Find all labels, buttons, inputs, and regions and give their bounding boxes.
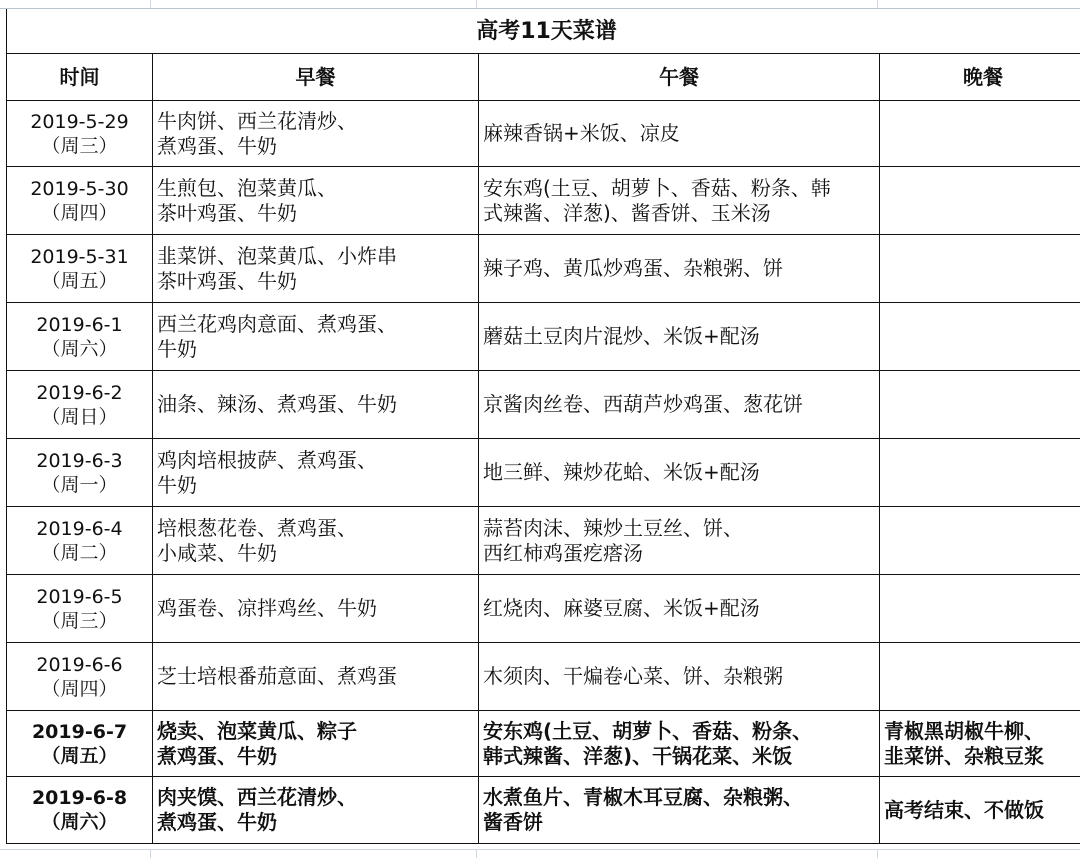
table-row xyxy=(7,235,1080,303)
lunch-line: 安东鸡(土豆、胡萝卜、香菇、粉条、韩 xyxy=(483,176,875,201)
table-row xyxy=(7,643,1080,711)
lunch-line: 式辣酱、洋葱)、酱香饼、玉米汤 xyxy=(483,201,875,226)
weekday-text: （周六） xyxy=(11,337,148,361)
header-dinner[interactable]: 晚餐 xyxy=(880,54,1080,101)
date-cell[interactable] xyxy=(7,711,153,777)
dinner-cell[interactable] xyxy=(880,711,1080,777)
weekday-text: （周五） xyxy=(11,269,148,293)
breakfast-cell[interactable] xyxy=(153,439,479,507)
breakfast-cell[interactable] xyxy=(153,643,479,711)
column-header-strip xyxy=(0,0,1080,9)
lunch-cell[interactable] xyxy=(479,643,880,711)
breakfast-cell[interactable] xyxy=(153,303,479,371)
lunch-cell[interactable] xyxy=(479,101,880,167)
lunch-cell[interactable] xyxy=(479,507,880,575)
lunch-cell[interactable] xyxy=(479,167,880,235)
dinner-cell[interactable] xyxy=(880,507,1080,575)
lunch-line: 京酱肉丝卷、西葫芦炒鸡蛋、葱花饼 xyxy=(483,392,875,417)
lunch-line: 辣子鸡、黄瓜炒鸡蛋、杂粮粥、饼 xyxy=(483,256,875,281)
date-text: 2019-6-8 xyxy=(11,786,148,810)
table-row xyxy=(7,777,1080,844)
breakfast-line: 煮鸡蛋、牛奶 xyxy=(157,744,474,769)
lunch-cell[interactable] xyxy=(479,235,880,303)
lunch-line: 蘑菇土豆肉片混炒、米饭+配汤 xyxy=(483,324,875,349)
date-text: 2019-5-30 xyxy=(11,177,148,201)
table-row xyxy=(7,371,1080,439)
table-row xyxy=(7,507,1080,575)
breakfast-line: 肉夹馍、西兰花清炒、 xyxy=(157,785,474,810)
date-cell[interactable] xyxy=(7,303,153,371)
weekday-text: （周一） xyxy=(11,473,148,497)
breakfast-line: 韭菜饼、泡菜黄瓜、小炸串 xyxy=(157,244,474,269)
date-text: 2019-6-7 xyxy=(11,720,148,744)
breakfast-line: 西兰花鸡肉意面、煮鸡蛋、 xyxy=(157,312,474,337)
lunch-line: 水煮鱼片、青椒木耳豆腐、杂粮粥、 xyxy=(483,785,875,810)
date-text: 2019-5-31 xyxy=(11,245,148,269)
weekday-text: （周五） xyxy=(11,744,148,768)
breakfast-line: 鸡蛋卷、凉拌鸡丝、牛奶 xyxy=(157,596,474,621)
dinner-cell[interactable] xyxy=(880,371,1080,439)
lunch-cell[interactable] xyxy=(479,371,880,439)
header-time[interactable]: 时间 xyxy=(7,54,153,101)
date-cell[interactable] xyxy=(7,777,153,844)
date-cell[interactable] xyxy=(7,643,153,711)
date-cell[interactable] xyxy=(7,575,153,643)
table-row xyxy=(7,711,1080,777)
header-breakfast[interactable]: 早餐 xyxy=(153,54,479,101)
breakfast-line: 煮鸡蛋、牛奶 xyxy=(157,134,474,159)
date-cell[interactable] xyxy=(7,507,153,575)
dinner-line: 高考结束、不做饭 xyxy=(884,798,1080,823)
table-row xyxy=(7,167,1080,235)
weekday-text: （周四） xyxy=(11,677,148,701)
date-text: 2019-6-6 xyxy=(11,653,148,677)
weekday-text: （周三） xyxy=(11,609,148,633)
breakfast-cell[interactable] xyxy=(153,235,479,303)
dinner-line: 韭菜饼、杂粮豆浆 xyxy=(884,744,1080,769)
date-cell[interactable] xyxy=(7,101,153,167)
date-text: 2019-6-1 xyxy=(11,313,148,337)
date-text: 2019-6-3 xyxy=(11,449,148,473)
breakfast-cell[interactable] xyxy=(153,575,479,643)
lunch-cell[interactable] xyxy=(479,777,880,844)
breakfast-cell[interactable] xyxy=(153,167,479,235)
lunch-cell[interactable] xyxy=(479,711,880,777)
dinner-cell[interactable] xyxy=(880,101,1080,167)
breakfast-cell[interactable] xyxy=(153,371,479,439)
breakfast-line: 牛肉饼、西兰花清炒、 xyxy=(157,109,474,134)
dinner-cell[interactable] xyxy=(880,643,1080,711)
date-text: 2019-6-4 xyxy=(11,517,148,541)
weekday-text: （周二） xyxy=(11,541,148,565)
breakfast-line: 牛奶 xyxy=(157,473,474,498)
date-text: 2019-6-5 xyxy=(11,585,148,609)
table-row xyxy=(7,575,1080,643)
dinner-cell[interactable] xyxy=(880,235,1080,303)
breakfast-cell[interactable] xyxy=(153,507,479,575)
dinner-cell[interactable] xyxy=(880,303,1080,371)
breakfast-cell[interactable] xyxy=(153,711,479,777)
lunch-line: 红烧肉、麻婆豆腐、米饭+配汤 xyxy=(483,596,875,621)
dinner-cell[interactable] xyxy=(880,439,1080,507)
lunch-line: 麻辣香锅+米饭、凉皮 xyxy=(483,121,875,146)
breakfast-line: 煮鸡蛋、牛奶 xyxy=(157,810,474,835)
breakfast-line: 小咸菜、牛奶 xyxy=(157,541,474,566)
breakfast-line: 烧卖、泡菜黄瓜、粽子 xyxy=(157,719,474,744)
breakfast-line: 生煎包、泡菜黄瓜、 xyxy=(157,176,474,201)
lunch-cell[interactable] xyxy=(479,439,880,507)
dinner-cell[interactable] xyxy=(880,575,1080,643)
dinner-cell[interactable] xyxy=(880,777,1080,844)
breakfast-line: 培根葱花卷、煮鸡蛋、 xyxy=(157,516,474,541)
lunch-line: 韩式辣酱、洋葱)、干锅花菜、米饭 xyxy=(483,744,875,769)
date-text: 2019-6-2 xyxy=(11,381,148,405)
breakfast-line: 油条、辣汤、煮鸡蛋、牛奶 xyxy=(157,392,474,417)
table-row xyxy=(7,303,1080,371)
lunch-line: 蒜苔肉沫、辣炒土豆丝、饼、 xyxy=(483,516,875,541)
menu-table xyxy=(6,9,1080,844)
weekday-text: （周三） xyxy=(11,134,148,158)
weekday-text: （周日） xyxy=(11,405,148,429)
breakfast-line: 茶叶鸡蛋、牛奶 xyxy=(157,201,474,226)
lunch-line: 木须肉、干煸卷心菜、饼、杂粮粥 xyxy=(483,664,875,689)
breakfast-line: 芝士培根番茄意面、煮鸡蛋 xyxy=(157,664,474,689)
lunch-line: 地三鲜、辣炒花蛤、米饭+配汤 xyxy=(483,460,875,485)
table-title[interactable]: 高考11天菜谱 xyxy=(7,9,1080,54)
breakfast-cell[interactable] xyxy=(153,777,479,844)
breakfast-line: 鸡肉培根披萨、煮鸡蛋、 xyxy=(157,448,474,473)
breakfast-cell[interactable] xyxy=(153,101,479,167)
lunch-line: 酱香饼 xyxy=(483,810,875,835)
header-lunch[interactable]: 午餐 xyxy=(479,54,880,101)
lunch-line: 安东鸡(土豆、胡萝卜、香菇、粉条、 xyxy=(483,719,875,744)
date-cell[interactable] xyxy=(7,167,153,235)
table-row xyxy=(7,101,1080,167)
breakfast-line: 牛奶 xyxy=(157,337,474,362)
date-cell[interactable] xyxy=(7,235,153,303)
weekday-text: （周四） xyxy=(11,201,148,225)
lunch-line: 西红柿鸡蛋疙瘩汤 xyxy=(483,541,875,566)
date-cell[interactable] xyxy=(7,371,153,439)
date-text: 2019-5-29 xyxy=(11,110,148,134)
dinner-cell[interactable] xyxy=(880,167,1080,235)
lunch-cell[interactable] xyxy=(479,303,880,371)
weekday-text: （周六） xyxy=(11,810,148,834)
table-row xyxy=(7,439,1080,507)
dinner-line: 青椒黑胡椒牛柳、 xyxy=(884,719,1080,744)
lunch-cell[interactable] xyxy=(479,575,880,643)
date-cell[interactable] xyxy=(7,439,153,507)
breakfast-line: 茶叶鸡蛋、牛奶 xyxy=(157,269,474,294)
